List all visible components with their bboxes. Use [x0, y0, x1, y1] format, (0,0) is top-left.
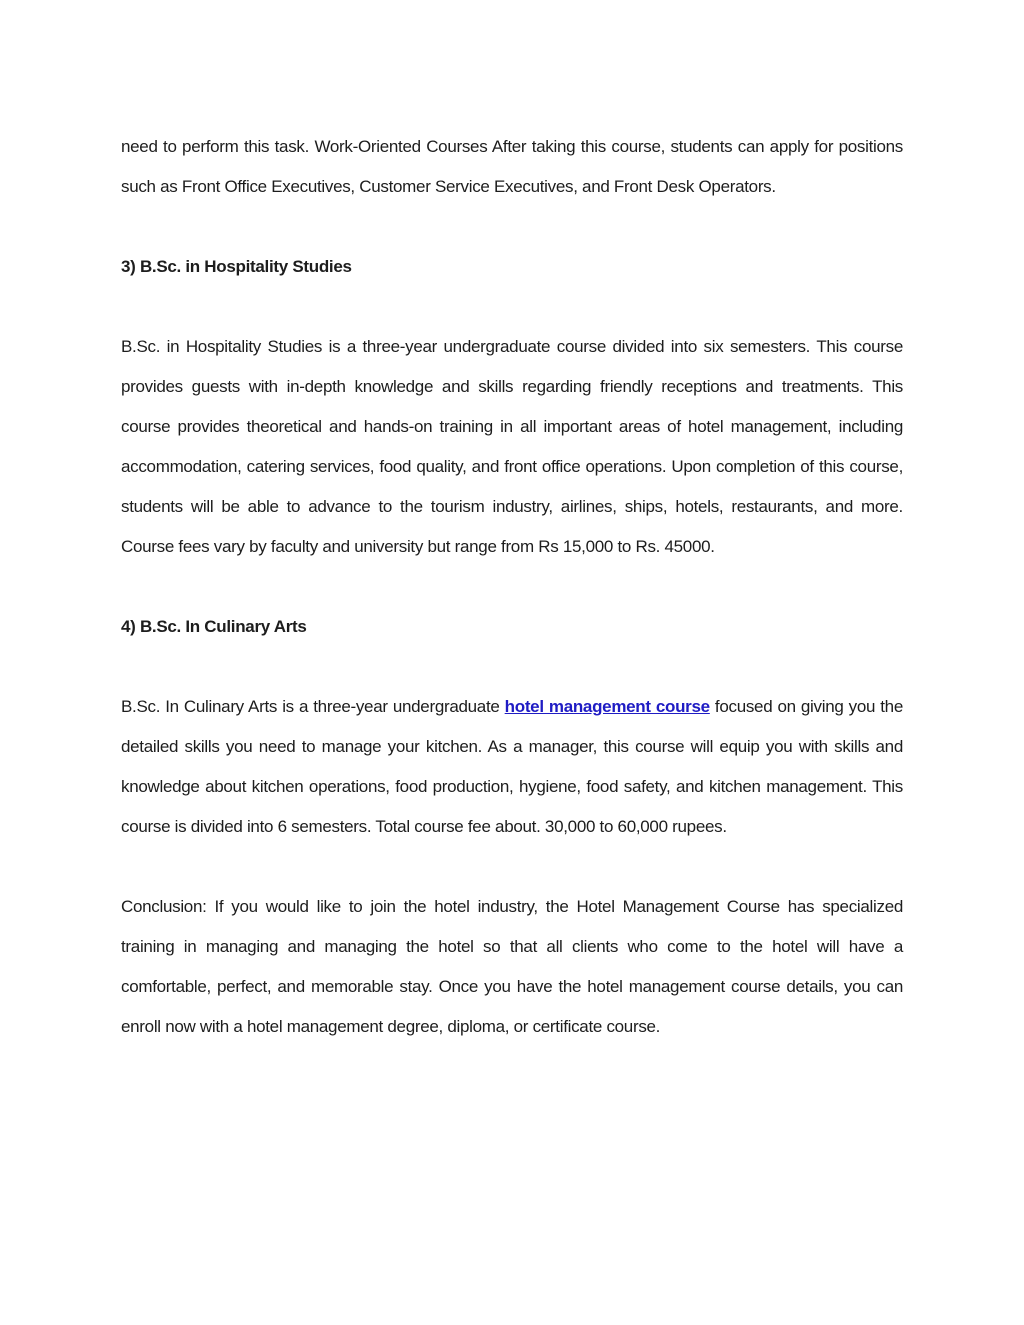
paragraph-conclusion: Conclusion: If you would like to join the hotel industry, the Hotel Management Course has specialized training in managing and managing the hotel so that all clients who come to the hotel will have a comfortable, perfect, and memorable stay. Once you have the hotel management course details, you can enroll now with a hotel management degree, diploma, or certificate course. — [121, 897, 903, 1036]
paragraph-hospitality-studies: B.Sc. in Hospitality Studies is a three-year undergraduate course divided into six semesters. This course provides guests with in-depth knowledge and skills regarding friendly receptions and treatments. This course provides theoretical and hands-on training in all important areas of hotel management, including accommodation, catering services, food quality, and front office operations. Upon completion of this course, students will be able to advance to the tourism industry, airlines, ships, hotels, restaurants, and more. Course fees vary by faculty and university but range from Rs 15,000 to Rs. 45000. — [121, 337, 903, 556]
hotel-management-course-link[interactable]: hotel management course — [504, 697, 710, 716]
paragraph-text-before-link: B.Sc. In Culinary Arts is a three-year undergraduate — [121, 697, 505, 716]
section-heading-culinary-arts: 4) B.Sc. In Culinary Arts — [121, 617, 307, 636]
paragraph-intro-continuation: need to perform this task. Work-Oriented Courses After taking this course, students can apply for positions such as Front Office Executives, Customer Service Executives, and Front Desk Operators. — [121, 137, 903, 196]
section-heading-hospitality-studies: 3) B.Sc. in Hospitality Studies — [121, 257, 352, 276]
paragraph-text-after-link: focused on giving you the detailed skills you need to manage your kitchen. As a manager, this course will equip you with skills and knowledge about kitchen operations, food production, hygiene, food safety, and kitchen management. This course is divided into 6 semesters. Total course fee about. 30,000 to 60,000 rupees. — [121, 697, 903, 836]
paragraph-culinary-arts — [121, 687, 903, 847]
